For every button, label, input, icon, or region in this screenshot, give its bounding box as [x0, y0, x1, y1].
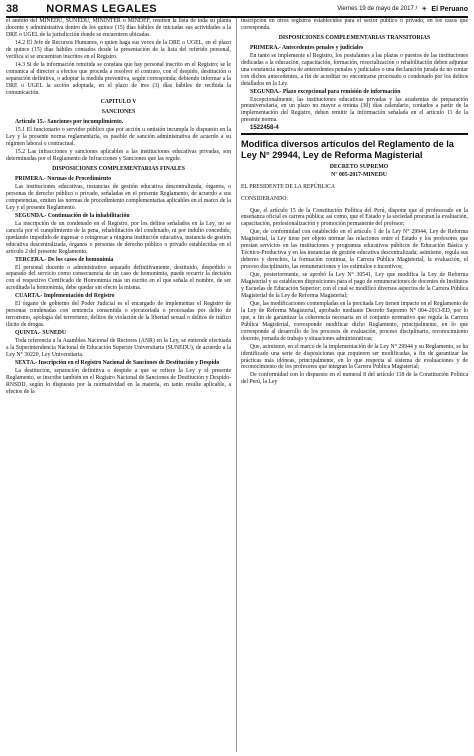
- provision-title: SEGUNDA.- Continuación de la inhabilitación: [15, 212, 130, 219]
- paragraph: El personal docente o administrativo separado definitivamente, destituido, despedido o separado del servicio como consecuencia de un caso de homonimia, puede recurrir la decisión con el respectivo Certificado de Homonimia más un escrito en el que señala el nombre, de ser acreditada la homonimia, debe quedar sin efecto la misma.: [6, 264, 231, 292]
- provision-title: PRIMERA.- Antecedentes penales y judiciales: [250, 44, 364, 51]
- paragraph: Toda referencia a la Asamblea Nacional de Rectores (ANR) en la Ley, se entiende efectuada a la Superintendencia Nacional de Educación Superior Universitaria (SUNEDU), de acuerdo a la Ley N° 30220, Ley Universitaria.: [6, 338, 231, 358]
- paragraph: Excepcionalmente, las instituciones educativas privadas y las academias de preparación preuniversitaria, en un plazo no mayor a treinta (30) días calendario, contados a partir de la implementación del Registro, deben remitir la información señalada en el artículo 11 de la presente norma.: [241, 96, 468, 124]
- paragraph: De conformidad con lo dispuesto en el numeral 8 del artículo 118 de la Constitución Política del Perú, la Ley: [241, 372, 468, 386]
- left-column: [6, 18, 231, 752]
- provision-title: SEGUNDA.- Plazo excepcional para remisión de información: [250, 88, 401, 95]
- decree-number: N° 005-2017-MINEDU: [331, 171, 387, 178]
- provision-title: SEXTA.- Inscripción en el Registro Nacional de Sanciones de Destitución y Despido: [15, 359, 220, 366]
- paragraph: Que, asimismo, en el marco de la implementación de la Ley N° 29944 y su Reglamento, se ha identificado una serie de disposiciones que requieren ser modificadas, a fin de garantizar las prácticas más idóneas, principalmente, en lo que respecta al sistema de evaluaciones y de reconocimiento de los profesores que integran la Carrera Pública Magisterial;: [241, 343, 468, 371]
- article-title: Artículo 15.- Sanciones por incumplimiento.: [15, 119, 124, 126]
- paragraph: La destitución, separación definitiva o despido a que se refiere la Ley y el presente Reglamento, se inscribe también en el Registro Nacional de Sanciones de Destitución y Despido- RNSDD, según lo dispuesto por la normatividad en la materia, en tanto resulte aplicable, a efectos de la: [6, 367, 231, 395]
- column-divider: [236, 18, 237, 752]
- article-headline: Modifica diversos artículos del Reglamento de la Ley N° 29944, Ley de Reforma Magisterial: [241, 139, 454, 160]
- paragraph: El órgano de gobierno del Poder Judicial es el encargado de implementar el Registro de personas condenadas con sentencia consentida o ejecutoriada o procesadas por delito de terrorismo, apología del terrorismo, delitos de violación de la libertad sexual o delitos de tráfico ilícito de drogas.: [6, 301, 231, 329]
- provision-title: PRIMERA.- Normas de Procedimiento: [15, 176, 112, 183]
- sun-logo-icon: ☀: [421, 6, 428, 13]
- brand-name: El Peruano: [431, 5, 468, 13]
- header-right: [337, 5, 468, 13]
- right-column: [241, 18, 468, 752]
- decree-title: DECRETO SUPREMO: [329, 163, 389, 170]
- issue-date: Viernes 19 de mayo de 2017 /: [337, 6, 418, 12]
- chapter-subheading: SANCIONES: [101, 109, 136, 116]
- paragraph: Que, posteriormente, se aprobó la Ley N° 30541, Ley que modifica la Ley de Reforma Magisterial y se establecen disposiciones para el pago de remuneraciones de docentes de Institutos y Escuelas de Educación Superior; con el cual se modificó diversos aspectos de la Carrera Pública Magisterial de la Ley de Reforma Magisterial;: [241, 272, 468, 299]
- section-heading: DISPOSICIONES COMPLEMENTARIAS FINALES: [52, 166, 185, 173]
- chapter-heading: CAPITULO V: [100, 99, 137, 106]
- heading-rule: [241, 133, 468, 135]
- paragraph: Que, las modificaciones contempladas en la precitada Ley tienen impacto en el Reglamento de la Ley de Reforma Magisterial, aprobado mediante Decreto Supremo N° 004-2013-ED, por lo que, a fin de garantizar la coherencia necesaria en el conjunto normativo que regula la Carrera Pública Magisterial, corresponde modificar dicho Reglamento, principalmente, en lo que corresponde al desarrollo de los procesos de evaluación, proceso disciplinario, reconocimiento docente, jornada de trabajo y situaciones administrativas;: [241, 300, 468, 342]
- paragraph: el ámbito del MINEDU, SUNEDU, MININTER o MINDEF, remiten la lista de toda su planta docente y administrativa dentro de los quince (15) días hábiles de iniciadas sus actividades a la DRE o UGEL de la jurisdicción donde se encuentren ubicadas.: [6, 18, 231, 38]
- provision-title: QUINTA.- SUNEDU: [15, 330, 67, 337]
- paragraph: 14.2 El Jefe de Recursos Humanos, o quien haga sus veces de la DRE o UGEL, en el plazo de quince (15) días hábiles contados desde la presentación de la lista del referido personal, verifica si se encuentran inscritos en el Registro.: [6, 39, 231, 60]
- paragraph: inscripción en otros registros establecidos para el sector público o privado, en los casos que corresponda.: [241, 18, 468, 31]
- paragraph: Que, de conformidad con establecido en el artículo 1 de la Ley N° 29944, Ley de Reforma Magisterial, la Ley tiene por objeto normar las relaciones entre el Estado y los profesores que prestan servicios en las instituciones y programas educativos públicos de Educación Básica y Técnico-Productiva y en las instancias de gestión educativa descentralizada; asimismo, regula sus deberes y derechos, la formación continua, la Carrera Pública Magisterial, la evaluación, el proceso disciplinario, las remuneraciones y los estímulos e incentivos;: [241, 229, 468, 271]
- provision-title: CUARTA.- Implementación del Registro: [15, 293, 115, 300]
- considerando-line: CONSIDERANDO:: [241, 195, 288, 202]
- page-number: 38: [6, 3, 19, 15]
- section-title: NORMAS LEGALES: [46, 3, 158, 15]
- paragraph: La inscripción de un condenado en el Registro, por los delitos señalados en la Ley, no se cancela por el cumplimiento de la pena, rehabilitación del condenado, ni por indulto concedido, quedando impedido de ingresar o reingresar a ninguna institución educativa, instancia de gestión educativa descentralizada, órganos o personas de derecho público o privado establecidas en el artículo 2 del presente Reglamento.: [6, 220, 231, 255]
- paragraph: 14.3 Si de la información remitida se constata que hay personal inscrito en el Registro; se le comunica al director a efectos que proceda a resolver el contrato, con el despido, destitución o separación definitiva, o adoptar la medida preventiva, según corresponda; debiendo informar a la DRE o UGEL la acción adoptada, en el plazo de tres (3) días hábiles de recibida la comunicación.: [6, 61, 231, 96]
- page-header: [6, 2, 468, 18]
- publication-code: 1522458-4: [250, 125, 279, 132]
- paragraph: 15.2 Las infracciones y sanciones aplicables a las instituciones educativas privadas, son determinadas por el Reglamento de Infracciones y Sanciones que las regule.: [6, 149, 231, 163]
- president-line: EL PRESIDENTE DE LA REPÚBLICA: [241, 183, 336, 190]
- paragraph: Las instituciones educativas, instancias de gestión educativa descentralizada, órganos, o personas de derecho público o privado, señaladas en el presente Reglamento, de acuerdo a sus competencias, emiten las normas de procedimiento complementarias aplicables en el marco de la Ley y el presente Reglamento.: [6, 184, 231, 211]
- paragraph: 15.1 El funcionario o servidor público que por acción u omisión incumpla lo dispuesto en la Ley y la presente norma reglamentaria, es pasible de sanción administrativa de acuerdo a su régimen laboral o contractual.: [6, 127, 231, 148]
- paragraph: Que, el artículo 15 de la Constitución Política del Perú, dispone que el profesorado en la enseñanza oficial es carrera pública; así como, que el Estado y la sociedad procuran la evaluación, capacitación, profesionalización y promoción permanente del profesor;: [241, 207, 468, 228]
- section-heading: DISPOSICIONES COMPLEMENTARIAS TRANSITORIAS: [278, 34, 431, 41]
- paragraph: En tanto se implemente el Registro, los postulantes a las plazas o puestos de las instituciones dedicadas a la educación, capacitación, formación, resocialización o rehabilitación deben adjuntar una constancia negativa de antecedentes penales y judiciales o una declaración jurada de no contar con dichos antecedentes, a fin de acreditar no encontrarse procesado o condenado por los delitos detallados en la Ley.: [241, 52, 468, 87]
- provision-title: TERCERA.- De los casos de homonimia: [15, 256, 114, 263]
